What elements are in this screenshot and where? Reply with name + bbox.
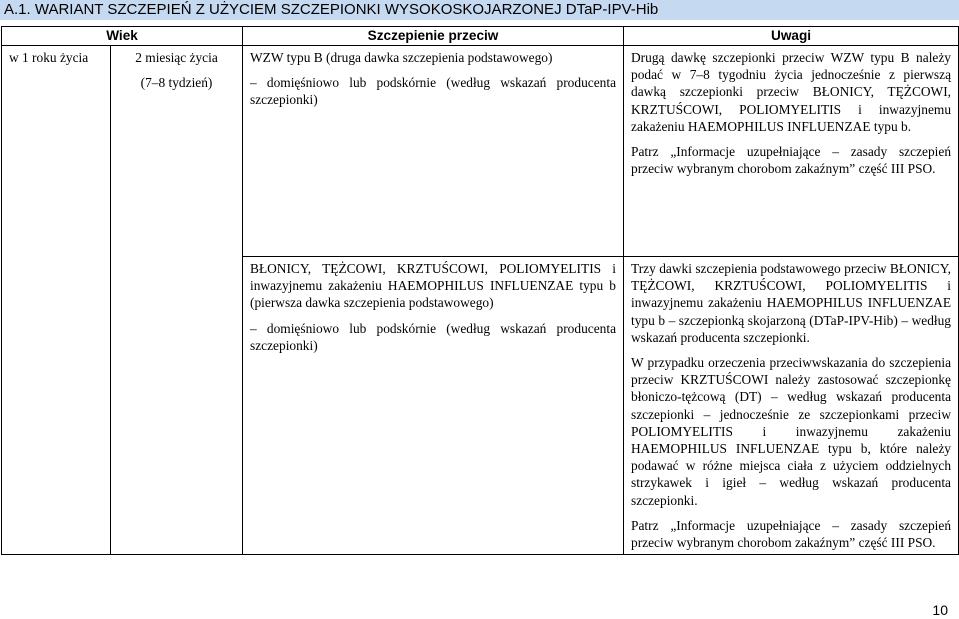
section-title: A.1. WARIANT SZCZEPIEŃ Z UŻYCIEM SZCZEPIONKI WYSOKOSKOJARZONEJ DTaP-IPV-Hib xyxy=(4,1,659,18)
note-text: Drugą dawkę szczepionki przeciw WZW typu B należy podać w 7–8 tygodniu życia jednocześnie z pierwszą dawką szczepionki przeciw BŁONICY, TĘŻCOWI, KRZTUŚCOWI, POLIOMYELITIS i inwazyjnemu zakażeniu HAEMOPHILUS INFLUENZAE typu b. xyxy=(631,50,952,134)
note-text: Trzy dawki szczepienia podstawowego przeciw BŁONICY, TĘŻCOWI, KRZTUŚCOWI, POLIOMYELITIS i inwazyjnemu zakażeniu HAEMOPHILUS INFLUENZAE typu b – szczepionką skojarzoną (DTaP-IPV-Hib) – według wskazań producenta szczepionki. xyxy=(631,261,952,345)
note-text: W przypadku orzeczenia przeciwwskazania do szczepienia przeciw KRZTUŚCOWI należy zastosować szczepionkę błoniczo-tężcową (DT) – według wskazań producenta szczepionki – jednocześnie ze szczepionkami przeciw POLIOMYELITIS i inwazyjnemu zakażeniu HAEMOPHILUS INFLUENZAE typu b, które należy podawać w różne miejsca ciała z użyciem oddzielnych strzykawek i igieł – według wskazań producenta szczepionki. xyxy=(631,355,952,508)
vaccine-cell-wzw xyxy=(243,46,624,257)
vaccine-title: WZW typu B (druga dawka szczepienia podstawowego) xyxy=(250,50,553,65)
header-szczepienie: Szczepienie przeciw xyxy=(243,27,624,46)
section-title-banner xyxy=(0,0,959,20)
header-uwagi: Uwagi xyxy=(624,27,959,46)
page-number: 10 xyxy=(932,602,948,618)
table-header-row xyxy=(2,27,959,46)
age-month-cell xyxy=(111,46,243,555)
note-text: Patrz „Informacje uzupełniające – zasady szczepień przeciw wybranym chorobom zakaźnym” część III PSO. xyxy=(631,144,952,177)
vaccination-table xyxy=(1,26,959,555)
age-year-cell xyxy=(2,46,111,555)
table-row xyxy=(2,46,959,257)
note-text: Patrz „Informacje uzupełniające – zasady szczepień przeciw wybranym chorobom zakaźnym” część III PSO. xyxy=(631,517,952,551)
vaccine-route: – domięśniowo lub podskórnie (według wskazań producenta szczepionki) xyxy=(250,75,617,108)
vaccine-cell-dtap xyxy=(243,257,624,555)
notes-cell-dtap xyxy=(624,257,959,555)
vaccine-route: – domięśniowo lub podskórnie (według wskazań producenta szczepionki) xyxy=(250,320,617,353)
age-week-text: (7–8 tydzień) xyxy=(140,75,213,91)
vaccine-title: BŁONICY, TĘŻCOWI, KRZTUŚCOWI, POLIOMYELITIS i inwazyjnemu zakażeniu HAEMOPHILUS INFLUENZAE typu b (pierwsza dawka szczepienia podstawowego) xyxy=(250,261,617,311)
header-wiek: Wiek xyxy=(2,27,243,46)
age-month-text: 2 miesiąc życia xyxy=(135,50,218,65)
age-year-text: w 1 roku życia xyxy=(9,50,89,65)
notes-cell-wzw xyxy=(624,46,959,257)
